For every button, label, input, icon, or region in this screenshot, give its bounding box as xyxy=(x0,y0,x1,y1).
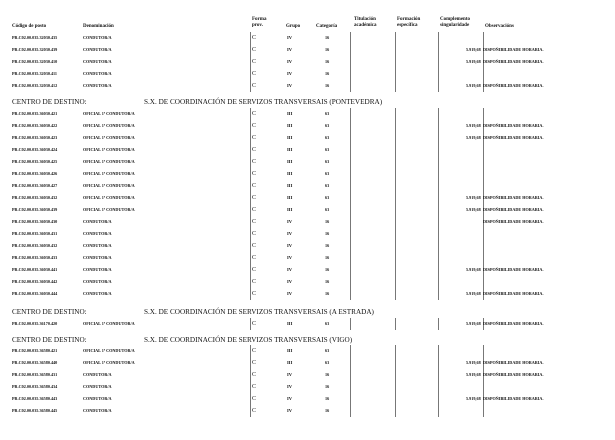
cell-codigo: PR.C02.00.035.36580.440 xyxy=(12,360,58,365)
cell-codigo: PR.C02.00.035.32030.410 xyxy=(12,59,58,64)
cell-denominacion: OFICIAL 1ª CONDUTOR/A xyxy=(83,111,135,116)
cell-grupo: III xyxy=(287,159,293,164)
cell-grupo: III xyxy=(287,360,293,365)
cell-codigo: PR.C02.00.035.36030.427 xyxy=(12,183,58,188)
table-row xyxy=(0,252,615,264)
cell-grupo: IV xyxy=(287,408,293,413)
cell-codigo: PR.C02.00.035.36580.445 xyxy=(12,408,58,413)
cell-codigo: PR.C02.00.035.36030.430 xyxy=(12,219,58,224)
header-formacion-line2: específica xyxy=(397,23,418,28)
row-block xyxy=(0,345,615,417)
cell-forma: C xyxy=(252,408,257,414)
cell-forma: C xyxy=(252,267,257,273)
table-row xyxy=(0,132,615,144)
cell-observacions: DISPOÑIBILIDADE HORARIA. xyxy=(483,59,544,64)
header-titulacion-line2: académica xyxy=(354,23,377,28)
table-row xyxy=(0,144,615,156)
header-titulacion-line1: Titulación xyxy=(354,17,376,22)
cell-observacions: DISPOÑIBILIDADE HORARIA. xyxy=(483,207,544,212)
cell-complemento: 5.919,68 xyxy=(466,396,481,401)
cell-codigo: PR.C02.00.035.36030.441 xyxy=(12,267,58,272)
cell-denominacion: CONDUTOR/A xyxy=(83,267,112,272)
cell-forma: C xyxy=(252,384,257,390)
table-row xyxy=(0,228,615,240)
cell-grupo: IV xyxy=(287,219,293,224)
cell-observacions: DISPOÑIBILIDADE HORARIA. xyxy=(483,267,544,272)
cell-forma: C xyxy=(252,219,257,225)
cell-categoria: 63 xyxy=(325,135,330,140)
cell-categoria: 16 xyxy=(325,71,330,76)
cell-codigo: PR.C02.00.035.32030.411 xyxy=(12,71,58,76)
header-forma-line2: prov. xyxy=(252,23,263,28)
cell-forma: C xyxy=(252,47,257,53)
cell-grupo: IV xyxy=(287,372,293,377)
cell-forma: C xyxy=(252,147,257,153)
cell-grupo: IV xyxy=(287,396,293,401)
cell-complemento: 5.919,68 xyxy=(466,123,481,128)
cell-observacions: DISPOÑIBILIDADE HORARIA. xyxy=(483,291,544,296)
cell-codigo: PR.C02.00.035.36580.434 xyxy=(12,384,58,389)
cell-forma: C xyxy=(252,243,257,249)
cell-denominacion: CONDUTOR/A xyxy=(83,35,112,40)
table-row xyxy=(0,32,615,44)
cell-denominacion: CONDUTOR/A xyxy=(83,231,112,236)
section-name: S.X. DE COORDINACIÓN DE SERVIZOS TRANSVERSAIS (VIGO) xyxy=(144,336,353,344)
cell-grupo: III xyxy=(287,111,293,116)
cell-forma: C xyxy=(252,183,257,189)
cell-categoria: 16 xyxy=(325,243,330,248)
cell-categoria: 16 xyxy=(325,47,330,52)
cell-forma: C xyxy=(252,111,257,117)
cell-codigo: PR.C02.00.035.36580.431 xyxy=(12,372,58,377)
cell-complemento: 5.919,68 xyxy=(466,321,481,326)
header-categoria: Categoría xyxy=(316,24,338,29)
cell-observacions: DISPOÑIBILIDADE HORARIA. xyxy=(483,219,544,224)
table-row xyxy=(0,44,615,56)
cell-observacions: DISPOÑIBILIDADE HORARIA. xyxy=(483,360,544,365)
cell-categoria: 16 xyxy=(325,372,330,377)
cell-grupo: IV xyxy=(287,267,293,272)
cell-grupo: III xyxy=(287,183,293,188)
table-header xyxy=(0,14,615,34)
cell-codigo: PR.C02.00.035.36030.424 xyxy=(12,147,58,152)
cell-forma: C xyxy=(252,321,257,327)
cell-denominacion: CONDUTOR/A xyxy=(83,384,112,389)
cell-grupo: III xyxy=(287,195,293,200)
cell-denominacion: CONDUTOR/A xyxy=(83,396,112,401)
cell-codigo: PR.C02.00.035.36030.433 xyxy=(12,255,58,260)
cell-complemento: 5.919,68 xyxy=(466,195,481,200)
cell-observacions: DISPOÑIBILIDADE HORARIA. xyxy=(483,195,544,200)
cell-denominacion: OFICIAL 1ª CONDUTOR/A xyxy=(83,360,135,365)
header-denominacion: Denominación xyxy=(83,24,114,29)
section-heading xyxy=(12,96,612,108)
cell-categoria: 63 xyxy=(325,348,330,353)
cell-grupo: IV xyxy=(287,231,293,236)
cell-categoria: 16 xyxy=(325,219,330,224)
cell-forma: C xyxy=(252,255,257,261)
cell-codigo: PR.C02.00.035.36170.420 xyxy=(12,321,58,326)
cell-grupo: IV xyxy=(287,243,293,248)
cell-codigo: PR.C02.00.035.36030.426 xyxy=(12,171,58,176)
header-complemento-line2: singularidade xyxy=(440,23,470,28)
cell-denominacion: OFICIAL 1ª CONDUTOR/A xyxy=(83,207,135,212)
cell-forma: C xyxy=(252,207,257,213)
header-forma xyxy=(252,17,266,29)
cell-complemento: 5.919,68 xyxy=(466,372,481,377)
table-row xyxy=(0,288,615,300)
cell-codigo: PR.C02.00.035.32030.435 xyxy=(12,35,58,40)
cell-categoria: 16 xyxy=(325,384,330,389)
cell-grupo: IV xyxy=(287,35,293,40)
cell-denominacion: OFICIAL 1ª CONDUTOR/A xyxy=(83,348,135,353)
cell-codigo: PR.C02.00.035.32030.439 xyxy=(12,47,58,52)
cell-denominacion: OFICIAL 1ª CONDUTOR/A xyxy=(83,171,135,176)
table-row xyxy=(0,357,615,369)
cell-codigo: PR.C02.00.035.36030.432 xyxy=(12,243,58,248)
cell-forma: C xyxy=(252,35,257,41)
cell-forma: C xyxy=(252,71,257,77)
cell-denominacion: CONDUTOR/A xyxy=(83,71,112,76)
table-row xyxy=(0,180,615,192)
cell-complemento: 5.919,68 xyxy=(466,360,481,365)
cell-categoria: 16 xyxy=(325,59,330,64)
cell-observacions: DISPOÑIBILIDADE HORARIA. xyxy=(483,123,544,128)
table-row xyxy=(0,345,615,357)
cell-forma: C xyxy=(252,123,257,129)
cell-forma: C xyxy=(252,159,257,165)
cell-denominacion: CONDUTOR/A xyxy=(83,243,112,248)
header-complemento xyxy=(440,17,470,29)
cell-observacions: DISPOÑIBILIDADE HORARIA. xyxy=(483,396,544,401)
header-formacion xyxy=(397,17,420,29)
table-row xyxy=(0,318,615,330)
cell-complemento: 5.919,68 xyxy=(466,207,481,212)
cell-grupo: IV xyxy=(287,291,293,296)
section-label: CENTRO DE DESTINO: xyxy=(12,336,87,344)
cell-complemento: 5.919,68 xyxy=(466,83,481,88)
cell-categoria: 63 xyxy=(325,123,330,128)
cell-forma: C xyxy=(252,360,257,366)
cell-observacions: DISPOÑIBILIDADE HORARIA. xyxy=(483,47,544,52)
row-block xyxy=(0,108,615,300)
cell-grupo: III xyxy=(287,123,293,128)
section-heading xyxy=(12,306,612,318)
header-complemento-line1: Complemento xyxy=(440,17,470,22)
cell-grupo: III xyxy=(287,348,293,353)
section-label: CENTRO DE DESTINO: xyxy=(12,98,87,106)
cell-denominacion: OFICIAL 1ª CONDUTOR/A xyxy=(83,195,135,200)
row-block xyxy=(0,32,615,92)
cell-forma: C xyxy=(252,291,257,297)
cell-forma: C xyxy=(252,59,257,65)
table-row xyxy=(0,240,615,252)
table-row xyxy=(0,120,615,132)
section-label: CENTRO DE DESTINO: xyxy=(12,308,87,316)
table-row xyxy=(0,68,615,80)
cell-forma: C xyxy=(252,372,257,378)
cell-grupo: IV xyxy=(287,59,293,64)
cell-denominacion: CONDUTOR/A xyxy=(83,408,112,413)
cell-categoria: 63 xyxy=(325,207,330,212)
cell-denominacion: OFICIAL 1ª CONDUTOR/A xyxy=(83,135,135,140)
cell-denominacion: CONDUTOR/A xyxy=(83,372,112,377)
cell-categoria: 16 xyxy=(325,83,330,88)
cell-categoria: 63 xyxy=(325,171,330,176)
table-row xyxy=(0,192,615,204)
table-row xyxy=(0,369,615,381)
cell-denominacion: CONDUTOR/A xyxy=(83,83,112,88)
cell-categoria: 63 xyxy=(325,111,330,116)
cell-forma: C xyxy=(252,83,257,89)
cell-complemento: 5.919,68 xyxy=(466,135,481,140)
cell-denominacion: CONDUTOR/A xyxy=(83,219,112,224)
cell-forma: C xyxy=(252,279,257,285)
cell-denominacion: OFICIAL 1ª CONDUTOR/A xyxy=(83,183,135,188)
cell-complemento: 5.919,68 xyxy=(466,47,481,52)
cell-denominacion: OFICIAL 1ª CONDUTOR/A xyxy=(83,147,135,152)
cell-grupo: III xyxy=(287,147,293,152)
cell-forma: C xyxy=(252,231,257,237)
cell-observacions: DISPOÑIBILIDADE HORARIA. xyxy=(483,135,544,140)
cell-codigo: PR.C02.00.035.36580.443 xyxy=(12,396,58,401)
cell-forma: C xyxy=(252,171,257,177)
table-row xyxy=(0,381,615,393)
cell-complemento: 5.919,68 xyxy=(466,59,481,64)
table-row xyxy=(0,393,615,405)
cell-categoria: 63 xyxy=(325,321,330,326)
cell-grupo: IV xyxy=(287,83,293,88)
table-row xyxy=(0,405,615,417)
header-formacion-line1: Formación xyxy=(397,17,421,22)
cell-grupo: III xyxy=(287,321,293,326)
cell-forma: C xyxy=(252,348,257,354)
header-titulacion xyxy=(354,17,377,29)
cell-forma: C xyxy=(252,135,257,141)
cell-denominacion: OFICIAL 1ª CONDUTOR/A xyxy=(83,159,135,164)
cell-categoria: 16 xyxy=(325,231,330,236)
cell-categoria: 16 xyxy=(325,408,330,413)
cell-grupo: III xyxy=(287,171,293,176)
cell-codigo: PR.C02.00.035.36030.432 xyxy=(12,195,58,200)
table-row xyxy=(0,276,615,288)
cell-categoria: 16 xyxy=(325,255,330,260)
cell-denominacion: CONDUTOR/A xyxy=(83,47,112,52)
cell-grupo: IV xyxy=(287,71,293,76)
cell-grupo: IV xyxy=(287,384,293,389)
cell-observacions: DISPOÑIBILIDADE HORARIA. xyxy=(483,321,544,326)
cell-categoria: 16 xyxy=(325,267,330,272)
cell-grupo: IV xyxy=(287,279,293,284)
section-name: S.X. DE COORDINACIÓN DE SERVIZOS TRANSVERSAIS (A ESTRADA) xyxy=(144,308,374,316)
table-row xyxy=(0,108,615,120)
table-row xyxy=(0,80,615,92)
cell-codigo: PR.C02.00.035.36030.444 xyxy=(12,291,58,296)
cell-codigo: PR.C02.00.035.36030.421 xyxy=(12,111,58,116)
cell-codigo: PR.C02.00.035.32030.412 xyxy=(12,83,58,88)
table-row xyxy=(0,156,615,168)
cell-categoria: 16 xyxy=(325,396,330,401)
header-grupo: Grupo xyxy=(286,24,301,29)
cell-observacions: DISPOÑIBILIDADE HORARIA. xyxy=(483,83,544,88)
table-row xyxy=(0,264,615,276)
cell-codigo: PR.C02.00.035.36030.423 xyxy=(12,135,58,140)
cell-categoria: 63 xyxy=(325,147,330,152)
cell-forma: C xyxy=(252,396,257,402)
cell-grupo: IV xyxy=(287,255,293,260)
table-row xyxy=(0,216,615,228)
cell-denominacion: CONDUTOR/A xyxy=(83,255,112,260)
cell-forma: C xyxy=(252,195,257,201)
header-forma-line1: Forma xyxy=(252,17,267,22)
cell-complemento: 5.919,68 xyxy=(466,267,481,272)
cell-codigo: PR.C02.00.035.36580.421 xyxy=(12,348,58,353)
cell-categoria: 63 xyxy=(325,183,330,188)
cell-denominacion: CONDUTOR/A xyxy=(83,279,112,284)
cell-codigo: PR.C02.00.035.36030.439 xyxy=(12,207,58,212)
cell-codigo: PR.C02.00.035.36030.431 xyxy=(12,231,58,236)
table-row xyxy=(0,168,615,180)
table-row xyxy=(0,56,615,68)
section-name: S.X. DE COORDINACIÓN DE SERVIZOS TRANSVERSAIS (PONTEVEDRA) xyxy=(144,98,383,106)
cell-categoria: 16 xyxy=(325,279,330,284)
cell-observacions: DISPOÑIBILIDADE HORARIA. xyxy=(483,372,544,377)
cell-grupo: III xyxy=(287,135,293,140)
cell-grupo: III xyxy=(287,207,293,212)
cell-codigo: PR.C02.00.035.36030.425 xyxy=(12,159,58,164)
cell-denominacion: OFICIAL 1ª CONDUTOR/A xyxy=(83,123,135,128)
cell-denominacion: CONDUTOR/A xyxy=(83,291,112,296)
row-block xyxy=(0,318,615,330)
cell-complemento: 5.919,68 xyxy=(466,291,481,296)
cell-categoria: 63 xyxy=(325,195,330,200)
cell-codigo: PR.C02.00.035.36030.442 xyxy=(12,279,58,284)
cell-grupo: IV xyxy=(287,47,293,52)
cell-categoria: 63 xyxy=(325,159,330,164)
table-row xyxy=(0,204,615,216)
cell-categoria: 16 xyxy=(325,291,330,296)
header-codigo: Código de posto xyxy=(12,24,47,29)
cell-categoria: 16 xyxy=(325,35,330,40)
cell-codigo: PR.C02.00.035.36030.422 xyxy=(12,123,58,128)
header-observacions: Observacións xyxy=(485,24,514,29)
cell-denominacion: OFICIAL 1ª CONDUTOR/A xyxy=(83,321,135,326)
cell-categoria: 63 xyxy=(325,360,330,365)
cell-denominacion: CONDUTOR/A xyxy=(83,59,112,64)
